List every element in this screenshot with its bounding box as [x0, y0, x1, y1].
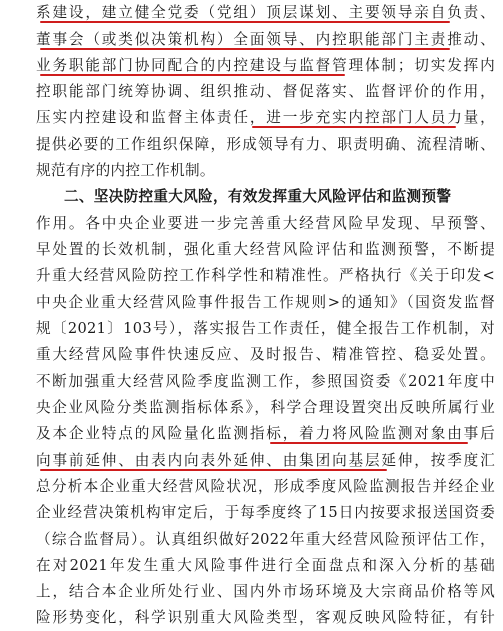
text-line: 企业经营决策机构审定后，于每季度终了15日内按要求报送国资委 — [36, 504, 495, 521]
highlight-underline — [40, 48, 450, 50]
text-line: 业务职能部门协同配合的内控建设与监督管理体制；切实发挥内 — [36, 57, 495, 74]
text-line: 中央企业重大经营风险事件报告工作规则>的通知》（国资发监督 — [36, 294, 495, 311]
text-line: 向事前延伸、由表内向表外延伸、由集团向基层延伸，按季度汇 — [36, 452, 495, 469]
highlight-underline — [40, 74, 345, 76]
text-line: 在对2021年发生重大风险事件进行全面盘点和深入分析的基础 — [36, 557, 495, 574]
text-line: 上，结合本企业所处行业、国内外市场环境及大宗商品价格等风 — [36, 583, 495, 600]
text-line: 系建设，建立健全党委（党组）顶层谋划、主要领导亲自负责、 — [36, 4, 495, 21]
text-line: 压实内控建设和监督主体责任，进一步充实内控部门人员力量， — [36, 109, 495, 126]
text-line: 董事会（或类似决策机构）全面领导、内控职能部门主责推动、 — [36, 31, 495, 48]
text-line: 险形势变化，科学识别重大风险类型，客观反映风险特征，有针 — [36, 609, 495, 626]
text-line: （综合监督局）。认真组织做好2022年重大经营风险预评估工作， — [36, 531, 495, 548]
highlight-underline — [252, 126, 456, 128]
text-line: 升重大经营风险防控工作科学性和精准性。严格执行《关于印发< — [36, 267, 495, 284]
text-line: 及本企业特点的风险量化监测指标，着力将风险监测对象由事后 — [36, 425, 495, 442]
section-heading — [36, 186, 495, 210]
text-line: 提供必要的工作组织保障，形成领导有力、职责明确、流程清晰、 — [36, 136, 495, 153]
highlight-underline — [270, 442, 468, 444]
text-line: 不断加强重大经营风险季度监测工作，参照国资委《2021年度中 — [36, 373, 495, 390]
text-line: 央企业风险分类监测指标体系》，科学合理设置突出反映所属行业 — [36, 399, 495, 416]
text-line: 重大经营风险事件快速反应、及时报告、精准管控、稳妥处置。 — [36, 346, 495, 363]
text-line: 控职能部门统筹协调、组织推动、督促落实、监督评价的作用， — [36, 83, 495, 100]
highlight-underline — [40, 21, 450, 23]
text-line: 早处置的长效机制，强化重大经营风险评估和监测预警，不断提 — [36, 241, 495, 258]
text-line: 作用。各中央企业要进一步完善重大经营风险早发现、早预警、 — [36, 215, 495, 232]
text-line: 规〔2021〕103号），落实报告工作责任，健全报告工作机制，对 — [36, 320, 495, 337]
highlight-underline — [40, 469, 387, 471]
text-line: 规范有序的内控工作机制。 — [36, 162, 215, 179]
text-line: 总分析本企业重大经营风险状况，形成季度风险监测报告并经企业 — [36, 478, 495, 495]
section-heading-text: 二、坚决防控重大风险，有效发挥重大风险评估和监测预警 — [64, 188, 452, 205]
